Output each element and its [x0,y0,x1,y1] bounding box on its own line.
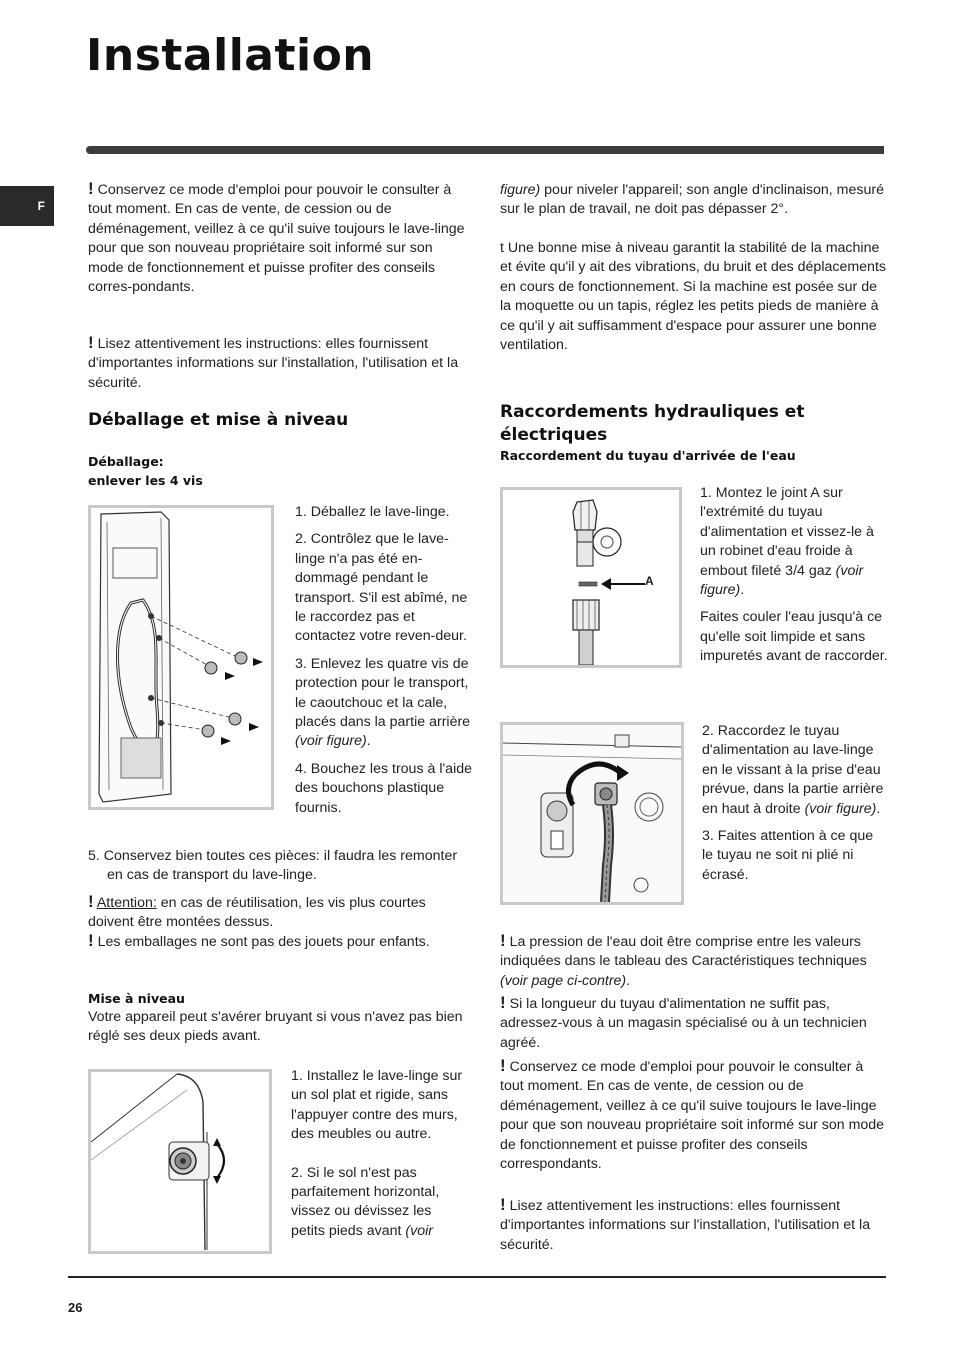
hose-connection-illustration [503,725,681,902]
exclamation-icon: ! [500,1195,506,1214]
intro-note-2: ! Lisez attentivement les instructions: elles fournissent d'importantes informations sur l'installation, l'utilisation et la sécurité. [88,333,459,391]
mise-a-niveau-heading: Mise à niveau [88,991,185,1006]
water-steps-1 [700,484,888,675]
section-title-deballage: Déballage et mise à niveau [88,410,349,430]
exclamation-icon: ! [88,179,94,198]
figure-hose-connection [500,722,684,905]
water-step-3: 3. Faites attention à ce que le tuyau ne soit ni plié ni écrasé. [702,828,874,883]
section-title-raccordements: Raccordements hydrauliques et électriques [500,402,805,445]
pressure-note: ! La pression de l'eau doit être comprise entre les valeurs indiquées dans le tableau des Caractéristiques techniques (voir page ci-contre). [500,931,867,989]
unpacking-steps [295,503,473,826]
leveling-steps [291,1067,466,1249]
read-instructions-note: ! Lisez attentivement les instructions: elles fournissent d'importantes informations sur l'installation, l'utilisation et la sécurité. [500,1195,871,1253]
step-1: 1. Déballez le lave-linge. [295,504,450,520]
figure-tap-gasket [500,487,682,668]
washing-machine-back-illustration [91,508,271,807]
intro-note-1: ! Conservez ce mode d'emploi pour pouvoir le consulter à tout moment. En cas de vente, de cession ou de déménagement, veillez à ce qu'il suive toujours le lave-linge pour que son nouveau propriétaire soit informé sur son mode de fonctionnement et puisse profiter des conseils corres-pondants. [88,179,465,296]
page-number: 26 [68,1300,83,1315]
footer-rule [68,1276,886,1278]
mise-a-niveau-text: Votre appareil peut s'avérer bruyant si vous n'avez pas bien réglé ses deux pieds avant. [88,1009,463,1045]
gasket-label-a: A [645,574,654,588]
water-inlet-subheading: Raccordement du tuyau d'arrivée de l'eau [500,448,796,463]
exclamation-icon: ! [88,931,94,950]
step-5: 5. Conservez bien toutes ces pièces: il faudra les remonter en cas de transport du lave-linge. [88,848,458,884]
leveling-continuation: figure) pour niveler l'appareil; son angle d'inclinaison, mesuré sur le plan de travail, ne doit pas dépasser 2°. [500,182,884,218]
figure-transport-screws [88,505,274,810]
exclamation-icon: ! [500,1056,506,1075]
step-2: 2. Contrôlez que le lave-linge n'a pas été en-dommagé pendant le transport. S'il est abîmé, ne le raccordez pas et contactez votre reven-deur. [295,531,468,645]
figure-leveling-foot [88,1069,272,1254]
water-step-2: 2. Raccordez le tuyau d'alimentation au lave-linge en le vissant à la prise d'eau prévue, dans la partie arrière en haut à droite (voir figure). [702,723,884,817]
language-tab: F [0,186,54,226]
exclamation-icon: ! [88,892,94,911]
header-rule [86,146,884,154]
step-3: 3. Enlevez les quatre vis de protection pour le transport, le caoutchouc et la cale, placés dans la partie arrière (voir figure). [295,655,471,750]
water-step-1: 1. Montez le joint A sur l'extrémité du tuyau d'alimentation et vissez-le à un robinet d'eau froide à embout fileté 3/4 gaz (voir figure). [700,485,874,599]
exclamation-icon: ! [500,993,506,1012]
level-step-2: 2. Si le sol n'est pas parfaitement horizontal, vissez ou dévissez les petits pieds avant (voir [291,1164,440,1239]
level-step-1: 1. Installez le lave-linge sur un sol plat et rigide, sans l'appuyer contre des murs, des meubles ou autre. [291,1068,463,1143]
water-steps-2 [702,722,888,893]
keep-manual-note: ! Conservez ce mode d'emploi pour pouvoir le consulter à tout moment. En cas de vente, de cession ou de déménagement, veillez à ce qu'il suive toujours le lave-linge pour que son nouveau propriétaire soit informé sur son mode de fonctionnement et puisse profiter des conseils correspondants. [500,1056,885,1173]
exclamation-icon: ! [500,931,506,950]
deballage-heading: Déballage: enlever les 4 vis [88,454,203,488]
water-flow-note: Faites couler l'eau jusqu'à ce qu'elle soit limpide et sans impuretés avant de raccorder. [700,609,888,665]
step-4: 4. Bouchez les trous à l'aide des bouchons plastique fournis. [295,760,473,816]
exclamation-icon: ! [88,333,94,352]
page-title: Installation [86,30,375,81]
hose-length-note: ! Si la longueur du tuyau d'alimentation ne suffit pas, adressez-vous à un magasin spécialisé ou à un technicien agréé. [500,993,867,1051]
attention-note: ! Attention: en cas de réutilisation, les vis plus courtes doivent être montées dessus. [88,892,426,931]
packaging-warning: ! Les emballages ne sont pas des jouets pour enfants. [88,931,430,950]
leveling-foot-illustration [91,1072,269,1251]
stability-text: t Une bonne mise à niveau garantit la stabilité de la machine et évite qu'il y ait des vibrations, du bruit et des déplacements en cours de fonctionnement. Si la machine est posée sur de la moquette ou un tapis, réglez les petits pieds de manière à ce qu'il y ait suffisamment d'espace pour assurer une bonne ventilation. [500,240,886,354]
